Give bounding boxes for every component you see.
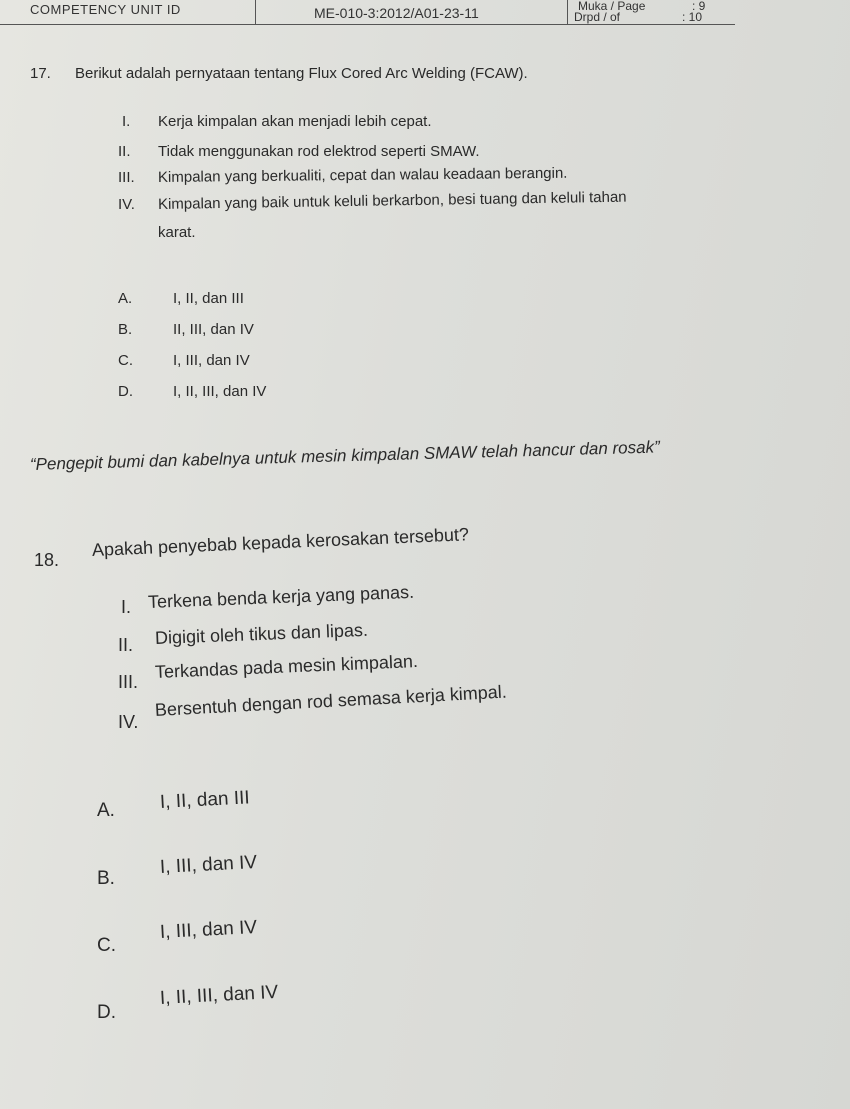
statement-text: Kimpalan yang berkualiti, cepat dan walau keadaan berangin. xyxy=(157,164,568,186)
question-text: Apakah penyebab kepada kerosakan tersebut? xyxy=(91,524,470,560)
option-letter[interactable]: D. xyxy=(97,1002,116,1023)
option-letter[interactable]: A. xyxy=(118,290,133,307)
page-total: : 10 xyxy=(682,10,703,24)
option-text[interactable]: I, II, III, dan IV xyxy=(159,981,279,1009)
page-label: Muka / Page xyxy=(578,0,646,13)
option-text[interactable]: I, II, dan III xyxy=(159,787,251,813)
option-letter[interactable]: B. xyxy=(118,321,133,338)
option-text[interactable]: I, II, III, dan IV xyxy=(173,383,267,400)
unit-code: ME-010-3:2012/A01-23-11 xyxy=(314,5,479,21)
statement-number: II. xyxy=(118,143,131,160)
header-divider xyxy=(255,0,256,24)
question-number: 17. xyxy=(30,65,51,82)
option-text[interactable]: II, III, dan IV xyxy=(173,321,254,338)
question-text: Berikut adalah pernyataan tentang Flux Cored Arc Welding (FCAW). xyxy=(75,65,528,82)
option-text[interactable]: I, III, dan IV xyxy=(173,352,250,369)
question-number: 18. xyxy=(34,550,60,570)
option-text[interactable]: I, III, dan IV xyxy=(159,851,258,878)
statement-text: Kerja kimpalan akan menjadi lebih cepat. xyxy=(158,113,432,130)
statement-text: Bersentuh dengan rod semasa kerja kimpal. xyxy=(154,681,508,720)
option-letter[interactable]: B. xyxy=(97,868,115,889)
statement-number: II. xyxy=(118,635,134,655)
scenario-quote: “Pengepit bumi dan kabelnya untuk mesin kimpalan SMAW telah hancur dan rosak” xyxy=(29,437,660,474)
option-letter[interactable]: A. xyxy=(97,800,115,821)
statement-number: III. xyxy=(118,672,139,692)
statement-text: Terkena benda kerja yang panas. xyxy=(147,581,415,612)
statement-text: Terkandas pada mesin kimpalan. xyxy=(154,650,419,682)
statement-continuation: karat. xyxy=(158,224,196,241)
of-label: Drpd / of xyxy=(574,10,621,24)
option-letter[interactable]: D. xyxy=(118,383,133,400)
statement-number: IV. xyxy=(118,712,139,732)
statement-number: III. xyxy=(118,169,135,186)
statement-text: Tidak menggunakan rod elektrod seperti SMAW. xyxy=(158,143,480,160)
statement-number: IV. xyxy=(118,196,135,213)
option-text[interactable]: I, III, dan IV xyxy=(159,916,258,943)
header-rule xyxy=(0,24,735,25)
option-text[interactable]: I, II, dan III xyxy=(173,290,244,307)
page-number: : 9 xyxy=(692,0,706,13)
statement-text: Digigit oleh tikus dan lipas. xyxy=(154,619,369,648)
statement-number: I. xyxy=(122,113,131,130)
unit-id-label: COMPETENCY UNIT ID xyxy=(30,2,181,17)
page-header xyxy=(0,0,740,26)
option-letter[interactable]: C. xyxy=(97,935,116,956)
option-letter[interactable]: C. xyxy=(118,352,133,369)
statement-number: I. xyxy=(121,597,132,617)
statement-text: Kimpalan yang baik untuk keluli berkarbon, besi tuang dan keluli tahan xyxy=(157,188,627,213)
header-divider xyxy=(567,0,568,24)
